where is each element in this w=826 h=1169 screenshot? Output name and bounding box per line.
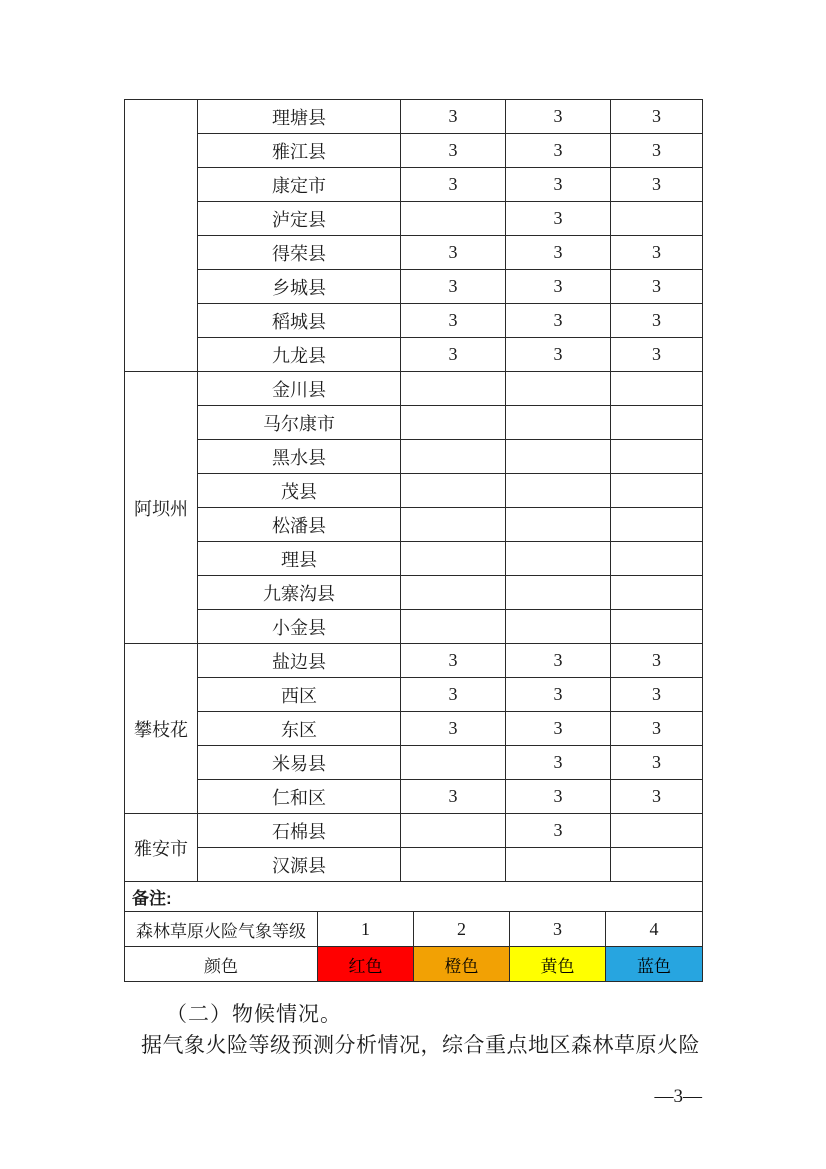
grade-value-cell: 3 (611, 168, 703, 202)
grade-value-cell: 3 (611, 270, 703, 304)
table-row (125, 610, 703, 644)
grade-value-cell (611, 202, 703, 236)
grade-value-cell (401, 372, 506, 406)
grade-value-cell: 3 (611, 746, 703, 780)
grade-value-cell: 3 (611, 338, 703, 372)
page-number: —3— (654, 1086, 702, 1107)
grade-value-cell: 3 (611, 304, 703, 338)
grade-value-cell: 3 (506, 270, 611, 304)
county-cell: 泸定县 (198, 202, 401, 236)
grade-value-cell (401, 610, 506, 644)
grade-value-cell: 3 (401, 270, 506, 304)
grade-value-cell (506, 848, 611, 882)
table-row (125, 202, 703, 236)
grade-value-cell: 3 (506, 202, 611, 236)
county-cell: 雅江县 (198, 134, 401, 168)
grade-value-cell (401, 406, 506, 440)
table-row (125, 372, 703, 406)
grade-value-cell: 3 (401, 304, 506, 338)
grade-value-cell: 3 (611, 134, 703, 168)
county-cell: 东区 (198, 712, 401, 746)
table-row (125, 644, 703, 678)
grade-value-cell: 3 (611, 236, 703, 270)
grade-level-3: 3 (510, 912, 606, 947)
grade-value-cell: 3 (401, 338, 506, 372)
grade-scale-label: 森林草原火险气象等级 (125, 912, 318, 947)
table-row (125, 542, 703, 576)
county-cell: 理县 (198, 542, 401, 576)
legend-table (124, 911, 703, 982)
grade-scale-row (125, 912, 703, 947)
table-row (125, 678, 703, 712)
remark-cell: 备注: (125, 882, 703, 912)
grade-level-4: 4 (606, 912, 703, 947)
grade-value-cell (611, 610, 703, 644)
county-cell: 西区 (198, 678, 401, 712)
grade-value-cell: 3 (611, 780, 703, 814)
grade-value-cell (611, 372, 703, 406)
grade-value-cell (506, 474, 611, 508)
table-row (125, 338, 703, 372)
table-row (125, 814, 703, 848)
county-cell: 得荣县 (198, 236, 401, 270)
grade-value-cell: 3 (506, 746, 611, 780)
table-row (125, 746, 703, 780)
grade-level-1: 1 (318, 912, 414, 947)
county-cell: 九寨沟县 (198, 576, 401, 610)
table-row (125, 848, 703, 882)
grade-value-cell (506, 440, 611, 474)
table-row (125, 100, 703, 134)
grade-value-cell: 3 (506, 712, 611, 746)
grade-value-cell (401, 814, 506, 848)
remark-row (125, 882, 703, 912)
grade-value-cell (611, 848, 703, 882)
grade-value-cell: 3 (506, 644, 611, 678)
remark-table (124, 881, 703, 912)
prefecture-cell: 攀枝花 (125, 644, 198, 814)
county-cell: 九龙县 (198, 338, 401, 372)
color-row (125, 947, 703, 982)
grade-value-cell: 3 (611, 712, 703, 746)
grade-value-cell: 3 (506, 100, 611, 134)
table-row (125, 236, 703, 270)
county-cell: 石棉县 (198, 814, 401, 848)
body-paragraph: 据气象火险等级预测分析情况，综合重点地区森林草原火险 (141, 1033, 700, 1057)
grade-value-cell: 3 (401, 712, 506, 746)
grade-value-cell (506, 406, 611, 440)
grade-value-cell: 3 (401, 100, 506, 134)
grade-value-cell (401, 576, 506, 610)
grade-value-cell: 3 (401, 168, 506, 202)
county-cell: 松潘县 (198, 508, 401, 542)
grade-value-cell (611, 576, 703, 610)
grade-value-cell: 3 (506, 814, 611, 848)
county-cell: 茂县 (198, 474, 401, 508)
county-cell: 金川县 (198, 372, 401, 406)
color-cell-red: 红色 (318, 947, 414, 982)
county-cell: 小金县 (198, 610, 401, 644)
county-cell: 米易县 (198, 746, 401, 780)
grade-value-cell: 3 (611, 644, 703, 678)
grade-value-cell (611, 542, 703, 576)
table-row (125, 168, 703, 202)
grade-value-cell (506, 610, 611, 644)
color-cell-orange: 橙色 (414, 947, 510, 982)
table-row (125, 508, 703, 542)
grade-value-cell: 3 (611, 100, 703, 134)
county-cell: 盐边县 (198, 644, 401, 678)
table-row (125, 712, 703, 746)
grade-value-cell (401, 202, 506, 236)
grade-value-cell (401, 440, 506, 474)
grade-value-cell: 3 (506, 780, 611, 814)
county-cell: 康定市 (198, 168, 401, 202)
grade-value-cell (611, 406, 703, 440)
table-row (125, 270, 703, 304)
fire-danger-table (124, 99, 702, 982)
grade-value-cell: 3 (506, 236, 611, 270)
grade-value-cell (611, 474, 703, 508)
grade-value-cell (506, 542, 611, 576)
grade-value-cell (506, 508, 611, 542)
county-cell: 理塘县 (198, 100, 401, 134)
grade-value-cell: 3 (506, 168, 611, 202)
grade-level-2: 2 (414, 912, 510, 947)
grade-value-cell (401, 474, 506, 508)
table-row (125, 304, 703, 338)
color-cell-yellow: 黄色 (510, 947, 606, 982)
grade-value-cell: 3 (401, 236, 506, 270)
grade-value-cell: 3 (506, 678, 611, 712)
county-cell: 乡城县 (198, 270, 401, 304)
grade-value-cell (401, 746, 506, 780)
grade-value-cell: 3 (401, 644, 506, 678)
county-cell: 汉源县 (198, 848, 401, 882)
table-row (125, 406, 703, 440)
grade-value-cell (611, 814, 703, 848)
grade-value-cell (611, 508, 703, 542)
color-cell-blue: 蓝色 (606, 947, 703, 982)
grade-value-cell: 3 (401, 134, 506, 168)
table-row (125, 474, 703, 508)
section-heading: （二）物候情况。 (166, 1002, 342, 1026)
prefecture-cell (125, 100, 198, 372)
grade-value-cell: 3 (401, 678, 506, 712)
color-row-label: 颜色 (125, 947, 318, 982)
county-cell: 马尔康市 (198, 406, 401, 440)
county-cell: 黑水县 (198, 440, 401, 474)
grade-value-cell (611, 440, 703, 474)
table-row (125, 576, 703, 610)
grade-value-cell (506, 576, 611, 610)
grade-value-cell: 3 (506, 134, 611, 168)
prefecture-cell: 阿坝州 (125, 372, 198, 644)
county-cell: 稻城县 (198, 304, 401, 338)
county-cell: 仁和区 (198, 780, 401, 814)
grade-value-cell (401, 542, 506, 576)
grade-value-cell: 3 (506, 304, 611, 338)
grade-value-cell: 3 (401, 780, 506, 814)
county-grade-table (124, 99, 703, 882)
grade-value-cell (506, 372, 611, 406)
table-row (125, 134, 703, 168)
grade-value-cell (401, 508, 506, 542)
grade-value-cell (401, 848, 506, 882)
grade-value-cell: 3 (506, 338, 611, 372)
grade-value-cell: 3 (611, 678, 703, 712)
table-row (125, 780, 703, 814)
table-row (125, 440, 703, 474)
prefecture-cell: 雅安市 (125, 814, 198, 882)
